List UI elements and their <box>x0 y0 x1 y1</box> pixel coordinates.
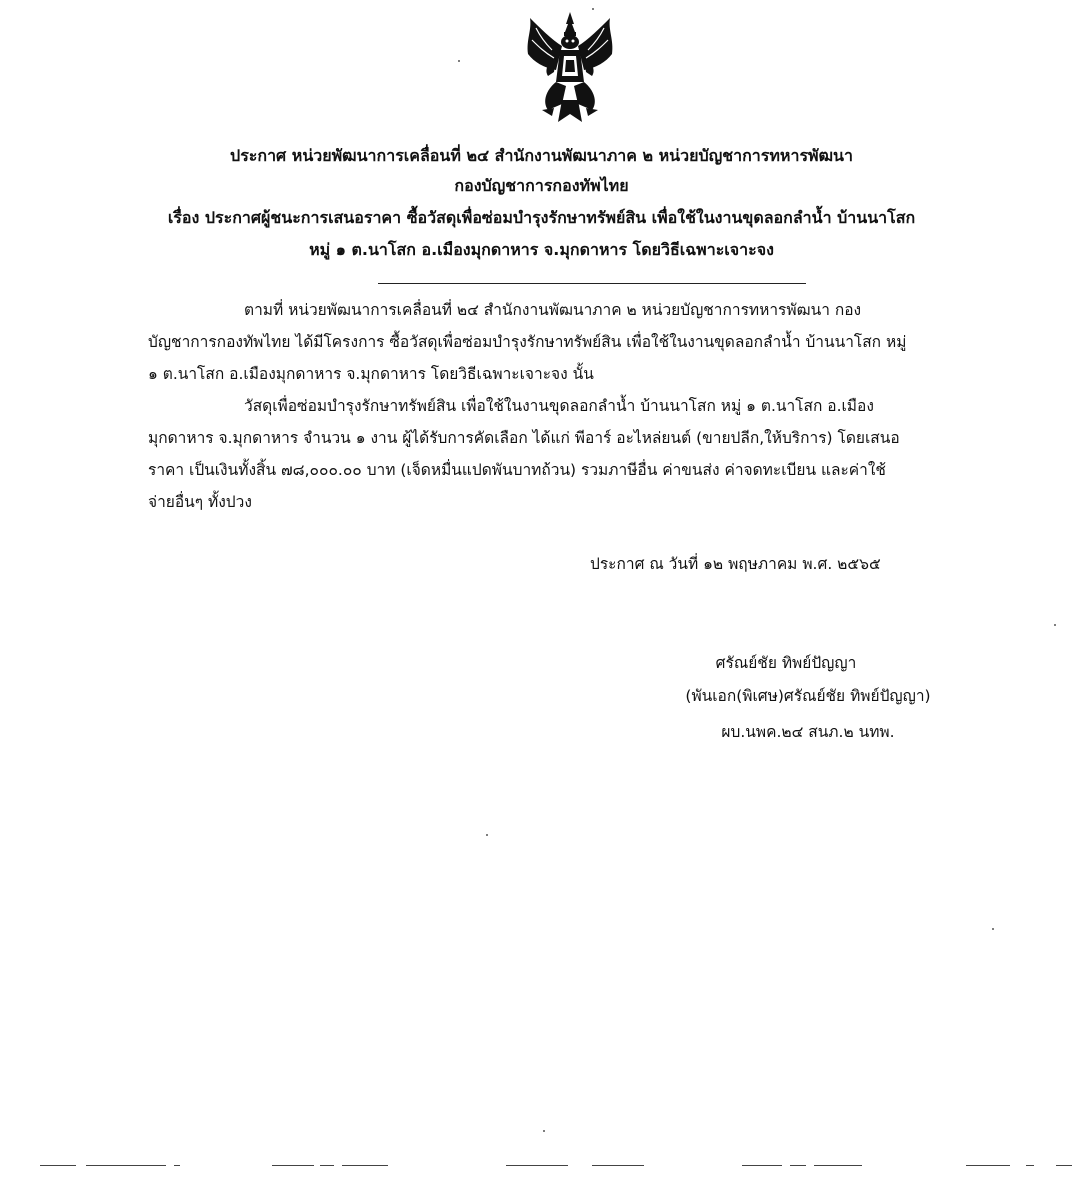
scan-speck <box>1054 624 1056 626</box>
scan-artifact <box>1056 1165 1072 1166</box>
header-divider <box>378 283 806 284</box>
scan-artifact <box>86 1165 166 1166</box>
announcement-title-agency: กองบัญชาการกองทัพไทย <box>454 176 629 195</box>
scan-speck <box>592 8 594 10</box>
signature-name: ศรัณย์ชัย ทิพย์ปัญญา <box>715 654 857 672</box>
scan-speck <box>992 928 994 930</box>
subject-line: เรื่อง ประกาศผู้ชนะการเสนอราคา ซื้อวัสดุเพื่อซ่อมบำรุงรักษาทรัพย์สิน เพื่อใช้ในงานขุดลอกลำน้ำ บ้านนาโสก <box>167 208 916 227</box>
paragraph-2-line-2: มุกดาหาร จ.มุกดาหาร จำนวน ๑ งาน ผู้ได้รับการคัดเลือก ได้แก่ พีอาร์ อะไหล่ยนต์ (ขายปลีก,ให้บริการ) โดยเสนอ <box>148 429 900 447</box>
scan-artifact <box>790 1165 806 1166</box>
scan-artifact <box>814 1165 862 1166</box>
paragraph-2-line-1: วัสดุเพื่อซ่อมบำรุงรักษาทรัพย์สิน เพื่อใช้ในงานขุดลอกลำน้ำ บ้านนาโสก หมู่ ๑ ต.นาโสก อ.เมือง <box>244 397 874 415</box>
scan-artifact <box>742 1165 782 1166</box>
scan-speck <box>543 1130 545 1132</box>
announcement-title: ประกาศ หน่วยพัฒนาการเคลื่อนที่ ๒๔ สำนักงานพัฒนาภาค ๒ หน่วยบัญชาการทหารพัฒนา <box>230 146 853 165</box>
scan-artifact <box>592 1165 644 1166</box>
scan-artifact <box>174 1165 180 1166</box>
scan-speck <box>458 60 460 62</box>
paragraph-1-line-1: ตามที่ หน่วยพัฒนาการเคลื่อนที่ ๒๔ สำนักงานพัฒนาภาค ๒ หน่วยบัญชาการทหารพัฒนา กอง <box>244 301 862 319</box>
scan-artifact <box>506 1165 568 1166</box>
announcement-date: ประกาศ ณ วันที่ ๑๒ พฤษภาคม พ.ศ. ๒๕๖๕ <box>590 555 881 573</box>
scan-artifact <box>320 1165 334 1166</box>
paragraph-2-line-3: ราคา เป็นเงินทั้งสิ้น ๗๘,๐๐๐.๐๐ บาท (เจ็ดหมื่นแปดพันบาทถ้วน) รวมภาษีอื่น ค่าขนส่ง ค่าจดทะเบียน และค่าใช้ <box>148 461 886 479</box>
scan-artifact <box>966 1165 1010 1166</box>
scan-artifact <box>272 1165 314 1166</box>
garuda-emblem-icon <box>522 10 618 128</box>
scan-speck <box>486 834 488 836</box>
paragraph-1-line-3: ๑ ต.นาโสก อ.เมืองมุกดาหาร จ.มุกดาหาร โดยวิธีเฉพาะเจาะจง นั้น <box>148 365 594 383</box>
signatory-position: ผบ.นพค.๒๔ สนภ.๒ นทพ. <box>721 723 895 741</box>
scan-artifact <box>1026 1165 1034 1166</box>
paragraph-1-line-2: บัญชาการกองทัพไทย ได้มีโครงการ ซื้อวัสดุเพื่อซ่อมบำรุงรักษาทรัพย์สิน เพื่อใช้ในงานขุดลอกลำน้ำ บ้านนาโสก หมู่ <box>148 333 907 351</box>
signatory-full-name: (พันเอก(พิเศษ)ศรัณย์ชัย ทิพย์ปัญญา) <box>685 687 931 705</box>
subject-line-continued: หมู่ ๑ ต.นาโสก อ.เมืองมุกดาหาร จ.มุกดาหาร โดยวิธีเฉพาะเจาะจง <box>309 240 774 259</box>
scan-artifact <box>40 1165 76 1166</box>
paragraph-2-line-4: จ่ายอื่นๆ ทั้งปวง <box>148 493 252 511</box>
scan-artifact <box>342 1165 388 1166</box>
